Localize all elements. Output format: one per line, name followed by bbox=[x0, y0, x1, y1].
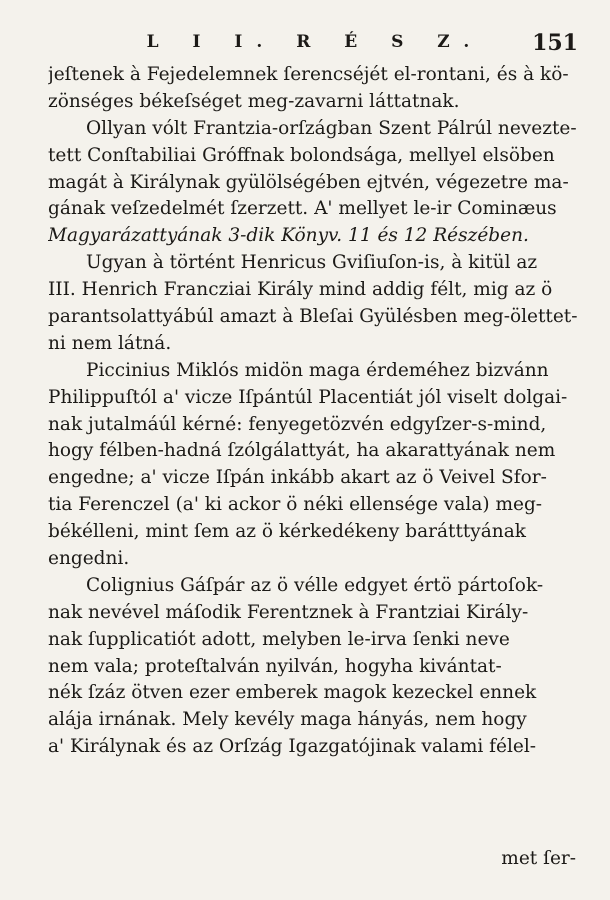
running-header bbox=[52, 30, 578, 60]
text-line: engedne; a' vicze Iſpán inkább akart az ö Veivel Sfor- bbox=[48, 467, 547, 489]
text-line: III. Henrich Francziai Király mind addig félt, mig az ö bbox=[48, 279, 553, 301]
paragraph-start-line: Colignius Gáſpár az ö vélle edgyet értö pártoſok- bbox=[86, 574, 544, 596]
text-line: Philippuſtól a' vicze Iſpántúl Placentiát jól viselt dolgai- bbox=[48, 386, 568, 408]
text-line: jeſtenek à Fejedelemnek ſerencséjét el-rontani, és à kö- bbox=[48, 64, 569, 85]
text-line: gának veſzedelmét ſzerzett. A' mellyet le-ir Cominæus bbox=[48, 198, 557, 220]
text-line: nem vala; proteſtalván nyilván, hogyha kivántat- bbox=[48, 655, 502, 677]
text-line: nak ſupplicatiót adott, melyben le-irva ſenki neve bbox=[48, 628, 510, 650]
text-line: ni nem látná. bbox=[48, 332, 172, 354]
text-line: nak jutalmáúl kérné: fenyegetözvén edgyſzer-s-mind, bbox=[48, 413, 547, 435]
page-number: 151 bbox=[532, 30, 578, 56]
text-line: parantsolattyábúl amazt à Bleſai Gyülésben meg-ölettet- bbox=[48, 306, 578, 328]
text-line: magát à Királynak gyülölségében ejtvén, végezetre ma- bbox=[48, 171, 569, 193]
paragraph-start-line: Ugyan à történt Henricus Gviſiuſon-is, à kitül az bbox=[86, 252, 538, 274]
text-line: tia Ferenczel (a' ki ackor ö néki ellensége vala) meg- bbox=[48, 494, 543, 516]
text-line: a' Királynak és az Orſzág Igazgatójinak valami félel- bbox=[48, 736, 537, 758]
text-line: tett Conſtabiliai Gróffnak bolondsága, mellyel elsöben bbox=[48, 144, 555, 166]
catchword: met ſer- bbox=[501, 848, 576, 869]
text-line: zönséges békeſséget meg-zavarni láttatnak. bbox=[48, 90, 460, 112]
text-line: engedni. bbox=[48, 548, 130, 570]
text-body bbox=[48, 62, 580, 761]
running-title: L I I. R É S Z. bbox=[146, 32, 484, 52]
text-line: nak nevével máſodik Ferentznek à Frantziai Király- bbox=[48, 601, 529, 623]
text-line: békélleni, mint ſem az ö kérkedékeny barátttyának bbox=[48, 521, 526, 543]
text-line: nék ſzáz ötven ezer emberek magok kezeckel ennek bbox=[48, 682, 537, 704]
text-line: alája irnának. Mely kevély maga hányás, nem hogy bbox=[48, 709, 527, 731]
paragraph-start-line: Ollyan vólt Frantzia-orſzágban Szent Pálrúl nevezte- bbox=[86, 117, 577, 139]
paragraph-start-line: Piccinius Miklós midön maga érdeméhez bizvánn bbox=[86, 359, 549, 381]
citation-line: Magyarázattyának 3-dik Könyv. 11 és 12 Részében. bbox=[48, 225, 529, 247]
text-line: hogy félben-hadná ſzólgálattyát, ha akarattyának nem bbox=[48, 440, 556, 462]
